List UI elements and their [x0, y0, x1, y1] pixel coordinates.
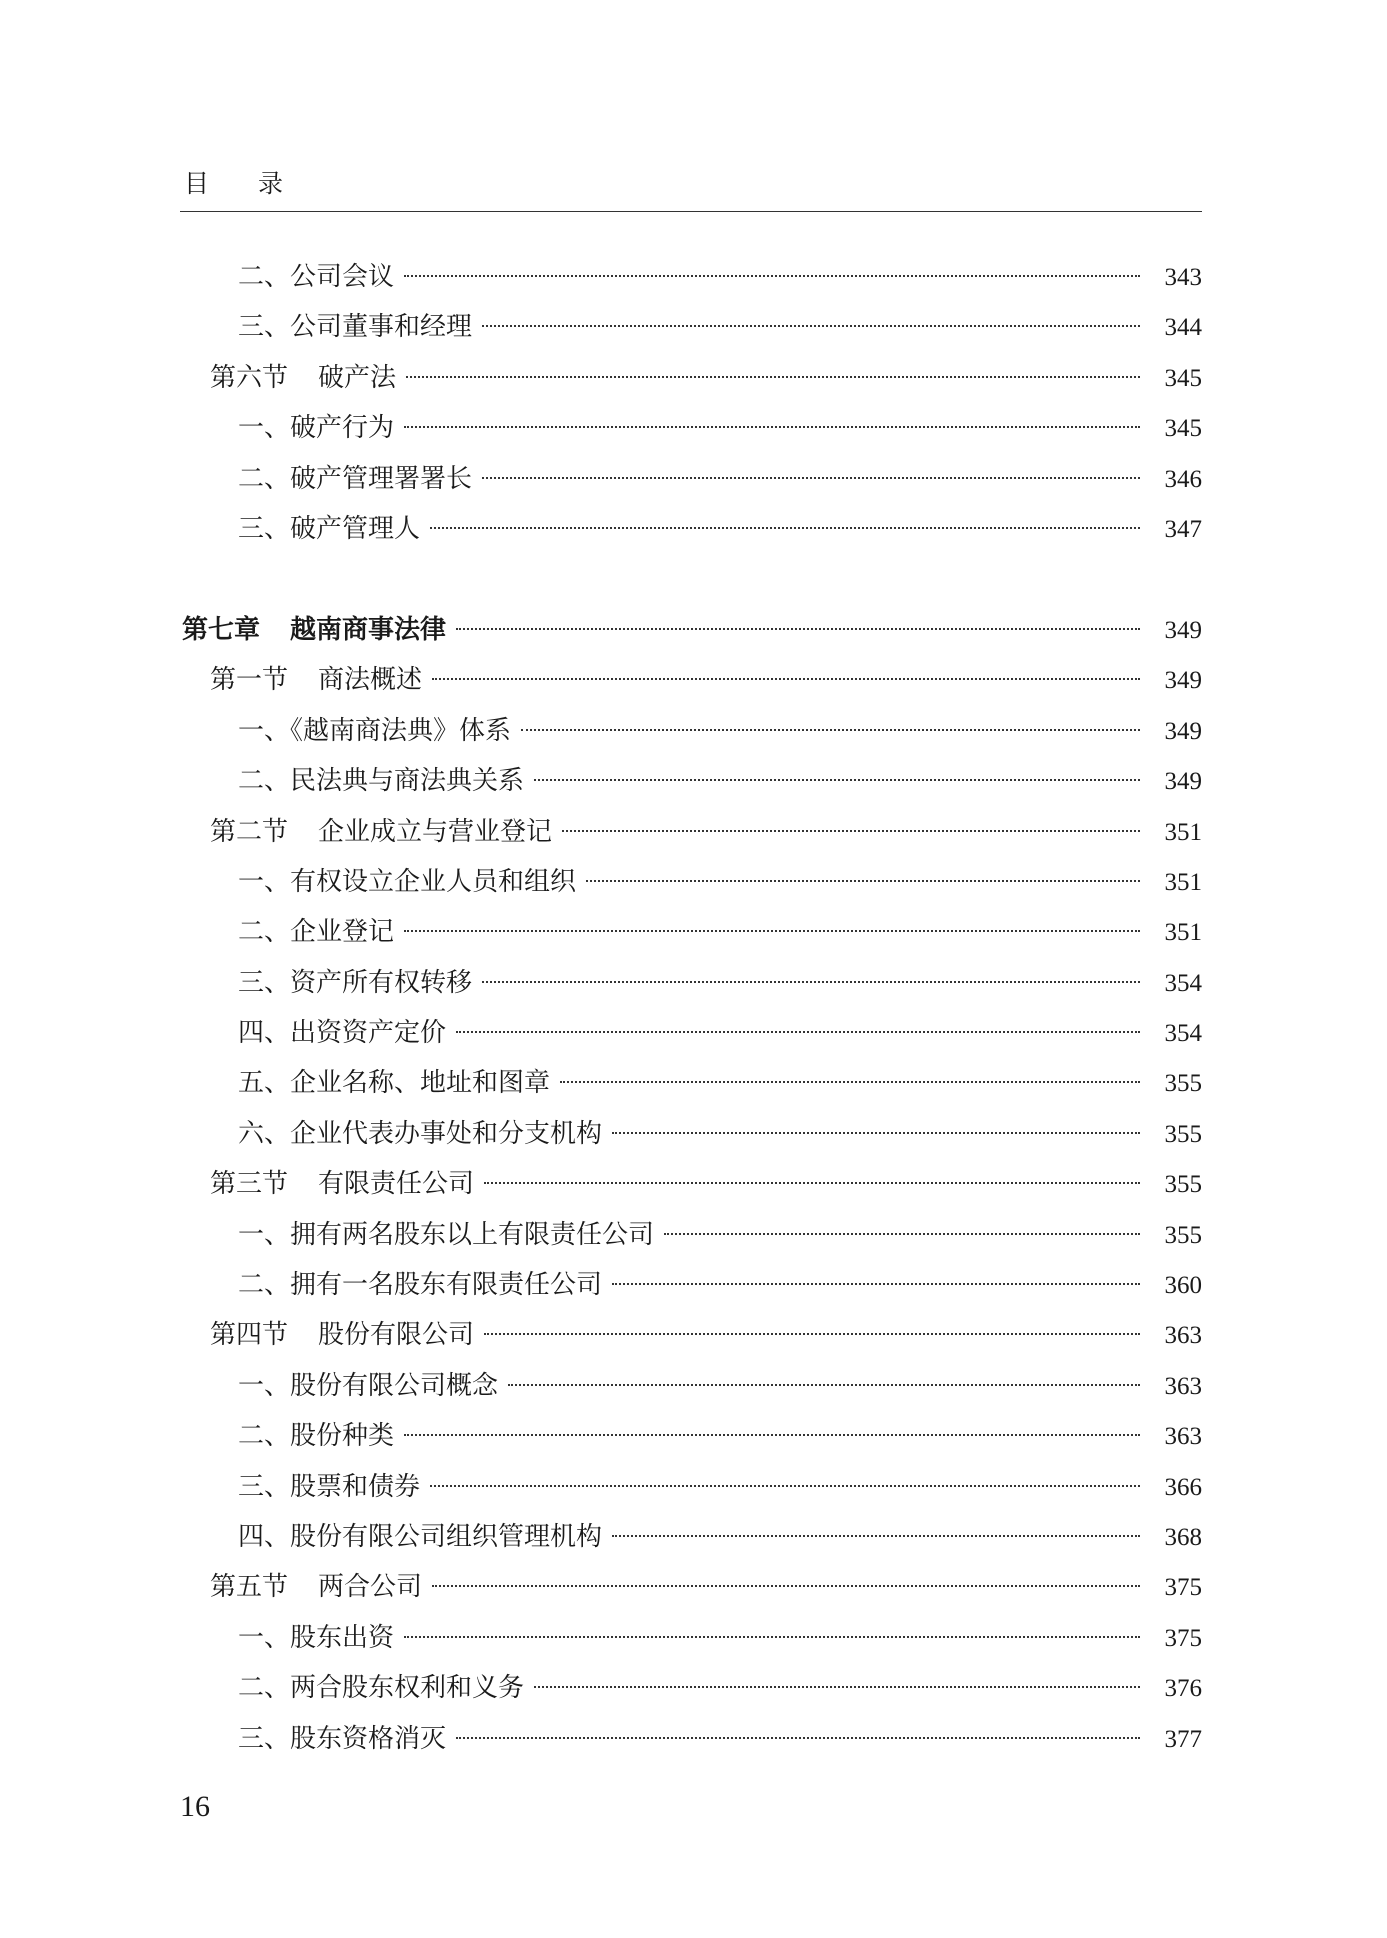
toc-entry-page: 377	[1164, 1725, 1202, 1753]
toc-entry-page: 375	[1164, 1574, 1202, 1602]
toc-entry-page: 355	[1164, 1120, 1202, 1148]
toc-entry-title: 一、股东出资	[238, 1622, 395, 1653]
toc-entry-page: 351	[1164, 868, 1202, 896]
toc-entry-number: 第三节	[210, 1169, 289, 1200]
toc-entry-title: 二、破产管理署署长	[238, 463, 473, 494]
toc-entry-number: 第五节	[210, 1572, 289, 1603]
toc-entry-page: 363	[1164, 1423, 1202, 1451]
toc-entry-page: 355	[1164, 1171, 1202, 1199]
dot-leader	[430, 527, 1140, 529]
toc-entry-item[interactable]	[180, 403, 1202, 453]
toc-entry-page: 349	[1164, 616, 1202, 644]
header-rule	[180, 211, 1202, 212]
header-title-part1: 目	[184, 169, 210, 198]
toc-entry-title: 二、股份种类	[238, 1421, 395, 1452]
toc-entry-title: 股份有限公司	[318, 1320, 475, 1351]
toc-entry-item[interactable]	[180, 756, 1202, 806]
header-title-part2: 录	[258, 169, 284, 198]
toc-entry-number: 第七章	[182, 614, 261, 645]
dot-leader	[508, 1384, 1140, 1386]
table-of-contents	[180, 252, 1202, 1764]
toc-entry-title: 二、民法典与商法典关系	[238, 766, 525, 797]
toc-entry-number: 第六节	[210, 362, 289, 393]
toc-entry-item[interactable]	[180, 907, 1202, 957]
dot-leader	[404, 1636, 1140, 1638]
toc-entry-page: 345	[1164, 364, 1202, 392]
dot-leader	[482, 477, 1140, 479]
dot-leader	[534, 779, 1140, 781]
toc-entry-item[interactable]	[180, 1058, 1202, 1108]
toc-entry-page: 349	[1164, 717, 1202, 745]
toc-entry-item[interactable]	[180, 857, 1202, 907]
page-number: 16	[180, 1790, 210, 1823]
dot-leader	[456, 1031, 1140, 1033]
dot-leader	[456, 1737, 1140, 1739]
toc-entry-title: 四、股份有限公司组织管理机构	[238, 1521, 603, 1552]
toc-entry-section[interactable]	[180, 807, 1202, 857]
toc-entry-page: 351	[1164, 919, 1202, 947]
dot-leader	[404, 1434, 1140, 1436]
toc-entry-title: 五、企业名称、地址和图章	[238, 1068, 551, 1099]
dot-leader	[586, 880, 1140, 882]
toc-entry-title: 一、破产行为	[238, 413, 395, 444]
toc-entry-number: 第四节	[210, 1320, 289, 1351]
toc-entry-title: 六、企业代表办事处和分支机构	[238, 1118, 603, 1149]
dot-leader	[562, 830, 1140, 832]
toc-entry-page: 343	[1164, 264, 1202, 291]
toc-entry-page: 354	[1164, 969, 1202, 997]
dot-leader	[664, 1233, 1140, 1235]
toc-entry-title: 商法概述	[318, 665, 423, 696]
toc-entry-item[interactable]	[180, 1663, 1202, 1713]
toc-entry-section[interactable]	[180, 1562, 1202, 1612]
dot-leader	[404, 426, 1140, 428]
dot-leader	[484, 1182, 1140, 1184]
toc-entry-page: 355	[1164, 1221, 1202, 1249]
toc-entry-page: 360	[1164, 1272, 1202, 1300]
toc-entry-title: 三、公司董事和经理	[238, 312, 473, 343]
toc-entry-title: 企业成立与营业登记	[318, 816, 553, 847]
toc-entry-title: 四、出资资产定价	[238, 1018, 447, 1049]
dot-leader	[612, 1132, 1140, 1134]
dot-leader	[521, 729, 1140, 731]
toc-entry-item[interactable]	[180, 504, 1202, 554]
toc-entry-title: 一、《越南商法典》体系	[238, 715, 512, 746]
toc-entry-title: 三、资产所有权转移	[238, 967, 473, 998]
toc-entry-title: 三、破产管理人	[238, 513, 421, 544]
dot-leader	[406, 376, 1140, 378]
toc-entry-section[interactable]	[180, 1159, 1202, 1209]
toc-entry-title: 三、股东资格消灭	[238, 1723, 447, 1754]
toc-entry-page: 376	[1164, 1675, 1202, 1703]
toc-entry-section[interactable]	[180, 353, 1202, 403]
toc-entry-item[interactable]	[180, 302, 1202, 352]
toc-entry-page: 349	[1164, 768, 1202, 796]
toc-entry-title: 越南商事法律	[290, 614, 447, 645]
toc-entry-item[interactable]	[180, 1512, 1202, 1562]
toc-entry-section[interactable]	[180, 655, 1202, 705]
dot-leader	[482, 325, 1140, 327]
toc-entry-page: 349	[1164, 667, 1202, 695]
dot-leader	[560, 1081, 1140, 1083]
toc-entry-title: 三、股票和债券	[238, 1471, 421, 1502]
toc-entry-item[interactable]	[180, 1411, 1202, 1461]
dot-leader	[404, 275, 1140, 277]
toc-entry-title: 一、股份有限公司概念	[238, 1370, 499, 1401]
toc-entry-title: 两合公司	[318, 1572, 423, 1603]
dot-leader	[482, 981, 1140, 983]
toc-entry-title: 二、两合股东权利和义务	[238, 1673, 525, 1704]
toc-entry-page: 366	[1164, 1473, 1202, 1501]
toc-entry-item[interactable]	[180, 454, 1202, 504]
toc-entry-page: 354	[1164, 1020, 1202, 1048]
toc-entry-page: 347	[1164, 515, 1202, 543]
toc-entry-page: 345	[1164, 415, 1202, 443]
toc-entry-page: 346	[1164, 465, 1202, 493]
dot-leader	[404, 930, 1140, 932]
toc-entry-item[interactable]	[180, 1361, 1202, 1411]
toc-entry-section[interactable]	[180, 1310, 1202, 1360]
dot-leader	[432, 1585, 1140, 1587]
toc-entry-page: 375	[1164, 1624, 1202, 1652]
toc-entry-page: 351	[1164, 818, 1202, 846]
toc-entry-title: 二、企业登记	[238, 917, 395, 948]
toc-entry-title: 有限责任公司	[318, 1169, 475, 1200]
toc-entry-item[interactable]	[180, 252, 1202, 302]
toc-entry-item[interactable]	[180, 1613, 1202, 1663]
toc-entry-page: 363	[1164, 1322, 1202, 1350]
toc-entry-item[interactable]	[180, 1008, 1202, 1058]
toc-entry-title: 破产法	[318, 362, 397, 393]
dot-leader	[612, 1283, 1140, 1285]
toc-entry-item[interactable]	[180, 1462, 1202, 1512]
dot-leader	[456, 628, 1140, 630]
toc-entry-item[interactable]	[180, 958, 1202, 1008]
toc-entry-title: 二、公司会议	[238, 262, 395, 292]
toc-entry-title: 二、拥有一名股东有限责任公司	[238, 1270, 603, 1301]
dot-leader	[484, 1333, 1140, 1335]
toc-entry-number: 第一节	[210, 665, 289, 696]
toc-entry-item[interactable]	[180, 1210, 1202, 1260]
toc-entry-item[interactable]	[180, 1109, 1202, 1159]
toc-entry-number: 第二节	[210, 816, 289, 847]
toc-entry-title: 一、有权设立企业人员和组织	[238, 866, 577, 897]
toc-entry-item[interactable]	[180, 1714, 1202, 1764]
dot-leader	[432, 678, 1140, 680]
toc-entry-page: 355	[1164, 1070, 1202, 1098]
dot-leader	[534, 1686, 1140, 1688]
toc-entry-title: 一、拥有两名股东以上有限责任公司	[238, 1219, 655, 1250]
toc-entry-page: 363	[1164, 1372, 1202, 1400]
dot-leader	[612, 1535, 1140, 1537]
toc-entry-chapter[interactable]	[180, 605, 1202, 655]
toc-entry-item[interactable]	[180, 1260, 1202, 1310]
toc-entry-item[interactable]	[180, 706, 1202, 756]
toc-entry-page: 344	[1164, 314, 1202, 342]
toc-entry-page: 368	[1164, 1523, 1202, 1551]
dot-leader	[430, 1485, 1140, 1487]
